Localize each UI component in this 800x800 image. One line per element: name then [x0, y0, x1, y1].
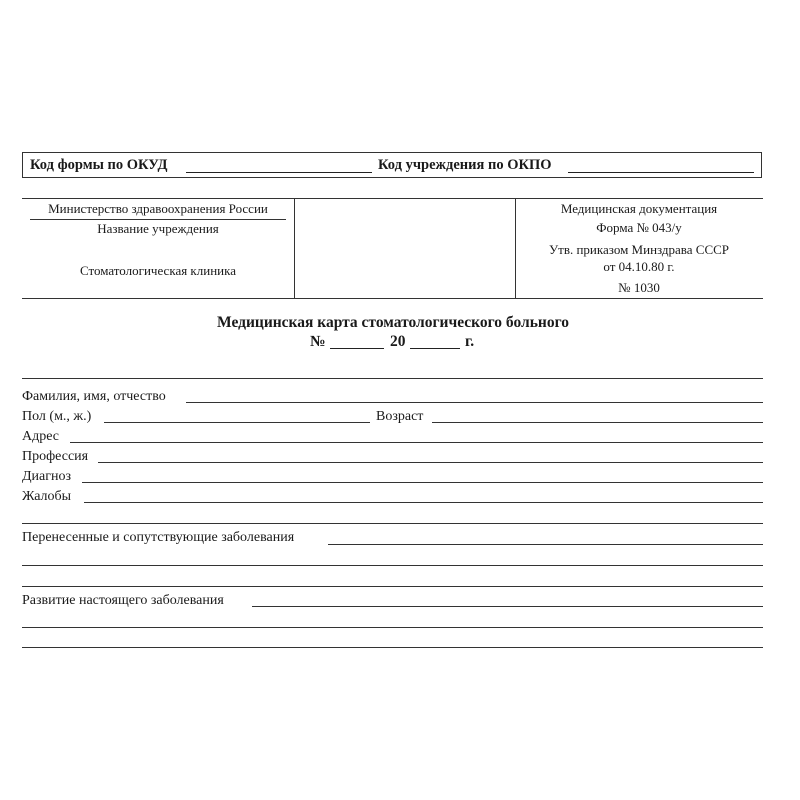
header-divider-left — [294, 198, 295, 298]
card-number-row — [310, 333, 490, 353]
approval-line-2: от 04.10.80 г. — [603, 259, 675, 274]
past-diseases-field-line-2[interactable] — [22, 565, 763, 566]
doc-type: Медицинская документация — [560, 201, 718, 216]
present-disease-label: Развитие настоящего заболевания — [22, 593, 224, 608]
past-diseases-label: Перенесенные и сопутствующие заболевания — [22, 530, 295, 545]
age-field[interactable] — [432, 422, 763, 423]
blank-line[interactable] — [22, 378, 763, 379]
okud-code-label: Код формы по ОКУД — [30, 157, 168, 173]
year-field[interactable] — [410, 348, 460, 349]
sex-field[interactable] — [104, 422, 370, 423]
complaints-label: Жалобы — [22, 489, 72, 504]
okpo-code-label: Код учреждения по ОКПО — [378, 157, 552, 173]
address-field[interactable] — [70, 442, 763, 443]
year-prefix: 20 — [390, 333, 406, 350]
profession-label: Профессия — [22, 449, 89, 464]
header-top-border — [22, 198, 763, 199]
approval-line-1: Утв. приказом Минздрава СССР — [548, 242, 730, 257]
number-sign: № — [310, 333, 326, 350]
form-number: Форма № 043/у — [596, 220, 682, 235]
address-label: Адрес — [22, 429, 60, 444]
card-title: Медицинская карта стоматологического больного — [217, 314, 569, 331]
diagnosis-field[interactable] — [82, 482, 763, 483]
present-disease-field-line-2[interactable] — [22, 627, 763, 628]
profession-field[interactable] — [98, 462, 763, 463]
past-diseases-field-line-3[interactable] — [22, 586, 763, 587]
past-diseases-field[interactable] — [328, 544, 763, 545]
order-number: № 1030 — [618, 280, 660, 295]
diagnosis-label: Диагноз — [22, 469, 72, 484]
sex-label: Пол (м., ж.) — [22, 409, 92, 424]
card-number-field[interactable] — [330, 348, 384, 349]
ministry-name: Министерство здравоохранения России — [48, 201, 268, 216]
present-disease-field[interactable] — [252, 606, 763, 607]
complaints-field[interactable] — [84, 502, 763, 503]
full-name-label: Фамилия, имя, отчество — [22, 389, 166, 404]
present-disease-field-line-3[interactable] — [22, 647, 763, 648]
institution-value: Стоматологическая клиника — [79, 263, 237, 278]
full-name-field[interactable] — [186, 402, 763, 403]
year-suffix: г. — [465, 333, 475, 350]
ministry-underline — [30, 219, 286, 220]
age-label: Возраст — [376, 409, 424, 424]
okpo-code-field[interactable] — [568, 172, 754, 173]
institution-label: Название учреждения — [97, 221, 219, 236]
okud-code-field[interactable] — [186, 172, 372, 173]
complaints-field-line-2[interactable] — [22, 523, 763, 524]
header-bottom-border — [22, 298, 763, 299]
